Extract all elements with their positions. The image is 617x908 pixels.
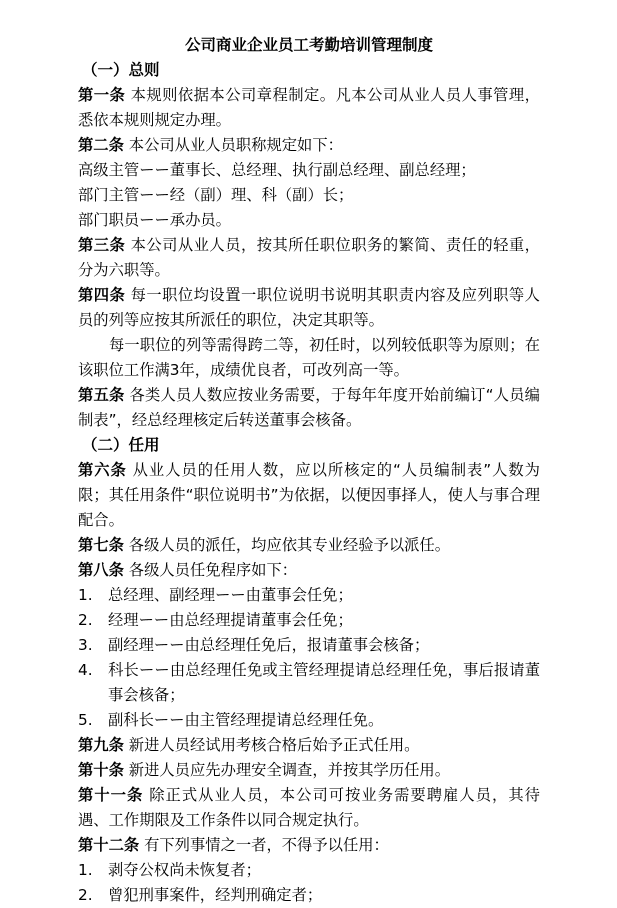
list-item xyxy=(78,883,540,908)
list-item xyxy=(78,608,540,633)
article-text: 本规则依据本公司章程制定。凡本公司从业人员人事管理，悉依本规则规定办理。 xyxy=(78,86,540,129)
section-heading: （一）总则 xyxy=(82,61,160,79)
numbered-list xyxy=(78,583,540,733)
article-paragraph xyxy=(78,83,540,133)
article-label: 第十一条 xyxy=(78,786,144,804)
article-label: 第三条 xyxy=(78,236,126,254)
article-text: 有下列事情之一者，不得予以任用： xyxy=(144,836,389,854)
list-item-number: 2. xyxy=(78,611,93,629)
list-item-text: 曾犯刑事案件，经判刑确定者； xyxy=(108,886,323,904)
article-paragraph xyxy=(78,758,540,783)
article-paragraph xyxy=(78,233,540,283)
list-item xyxy=(78,658,540,708)
article-paragraph xyxy=(78,783,540,833)
article-label: 第二条 xyxy=(78,136,124,154)
list-item xyxy=(78,708,540,733)
list-item-text: 科长ーー由总经理任免或主管经理提请总经理任免，事后报请董事会核备； xyxy=(108,661,540,704)
body-paragraph: 高级主管ーー董事长、总经理、执行副总经理、副总经理； xyxy=(78,161,476,179)
list-item xyxy=(78,583,540,608)
list-item-text: 经理ーー由总经理提请董事会任免； xyxy=(108,611,353,629)
article-text: 各级人员任免程序如下： xyxy=(128,561,298,579)
article-paragraph xyxy=(78,133,540,158)
body-paragraph: 部门职员ーー承办员。 xyxy=(78,211,231,229)
article-text: 除正式从业人员，本公司可按业务需要聘雇人员，其待遇、工作期限及工作条件以同合规定执行。 xyxy=(78,786,540,829)
section-heading: （二）任用 xyxy=(82,436,160,454)
article-paragraph xyxy=(78,733,540,758)
article-paragraph xyxy=(78,458,540,533)
list-item-number: 3. xyxy=(78,636,93,654)
article-text: 本公司从业人员，按其所任职位职务的繁简、责任的轻重，分为六职等。 xyxy=(78,236,540,279)
article-paragraph xyxy=(78,283,540,333)
article-text: 新进人员应先办理安全调查，并按其学历任用。 xyxy=(128,761,451,779)
list-item-number: 2. xyxy=(78,886,93,904)
list-item-text: 副经理ーー由总经理任免后，报请董事会核备； xyxy=(108,636,430,654)
list-item-number: 5. xyxy=(78,711,93,729)
article-label: 第四条 xyxy=(78,286,126,304)
article-text: 新进人员经试用考核合格后始予正式任用。 xyxy=(128,736,420,754)
article-label: 第十二条 xyxy=(78,836,140,854)
list-item-text: 总经理、副经理ーー由董事会任免； xyxy=(108,586,353,604)
article-paragraph xyxy=(78,833,540,858)
body-paragraph: 每一职位的列等需得跨二等，初任时，以列较低职等为原则；在该职位工作满3年，成绩优良者，可改列高一等。 xyxy=(78,336,540,379)
list-item-number: 4. xyxy=(78,661,93,679)
article-paragraph xyxy=(78,558,540,583)
article-label: 第八条 xyxy=(78,561,124,579)
article-text: 本公司从业人员职称规定如下： xyxy=(128,136,343,154)
article-label: 第六条 xyxy=(78,461,127,479)
document-body xyxy=(78,58,540,908)
article-label: 第七条 xyxy=(78,536,124,554)
list-item xyxy=(78,858,540,883)
article-text: 每一职位均设置一职位说明书说明其职责内容及应列职等人员的列等应按其所派任的职位，决定其职等。 xyxy=(78,286,540,329)
article-text: 从业人员的任用人数，应以所核定的“人员编制表”人数为限；其任用条件“职位说明书”为依据，以便因事择人，使人与事合理配合。 xyxy=(78,461,540,529)
list-item-number: 1. xyxy=(78,586,93,604)
body-paragraph: 部门主管ーー经（副）理、科（副）长； xyxy=(78,186,354,204)
article-label: 第五条 xyxy=(78,386,125,404)
page-title: 公司商业企业员工考勤培训管理制度 xyxy=(184,36,433,54)
article-label: 第九条 xyxy=(78,736,124,754)
article-text: 各级人员的派任，均应依其专业经验予以派任。 xyxy=(128,536,451,554)
article-paragraph xyxy=(78,533,540,558)
list-item xyxy=(78,633,540,658)
numbered-list xyxy=(78,858,540,908)
article-label: 第十条 xyxy=(78,761,124,779)
list-item-text: 剥夺公权尚未恢复者； xyxy=(108,861,261,879)
article-label: 第一条 xyxy=(78,86,126,104)
list-item-text: 副科长ーー由主管经理提请总经理任免。 xyxy=(108,711,384,729)
article-text: 各类人员人数应按业务需要，于每年年度开始前编订“人员编制表”，经总经理核定后转送董事会核备。 xyxy=(78,386,540,429)
list-item-number: 1. xyxy=(78,861,93,879)
article-paragraph xyxy=(78,383,540,433)
